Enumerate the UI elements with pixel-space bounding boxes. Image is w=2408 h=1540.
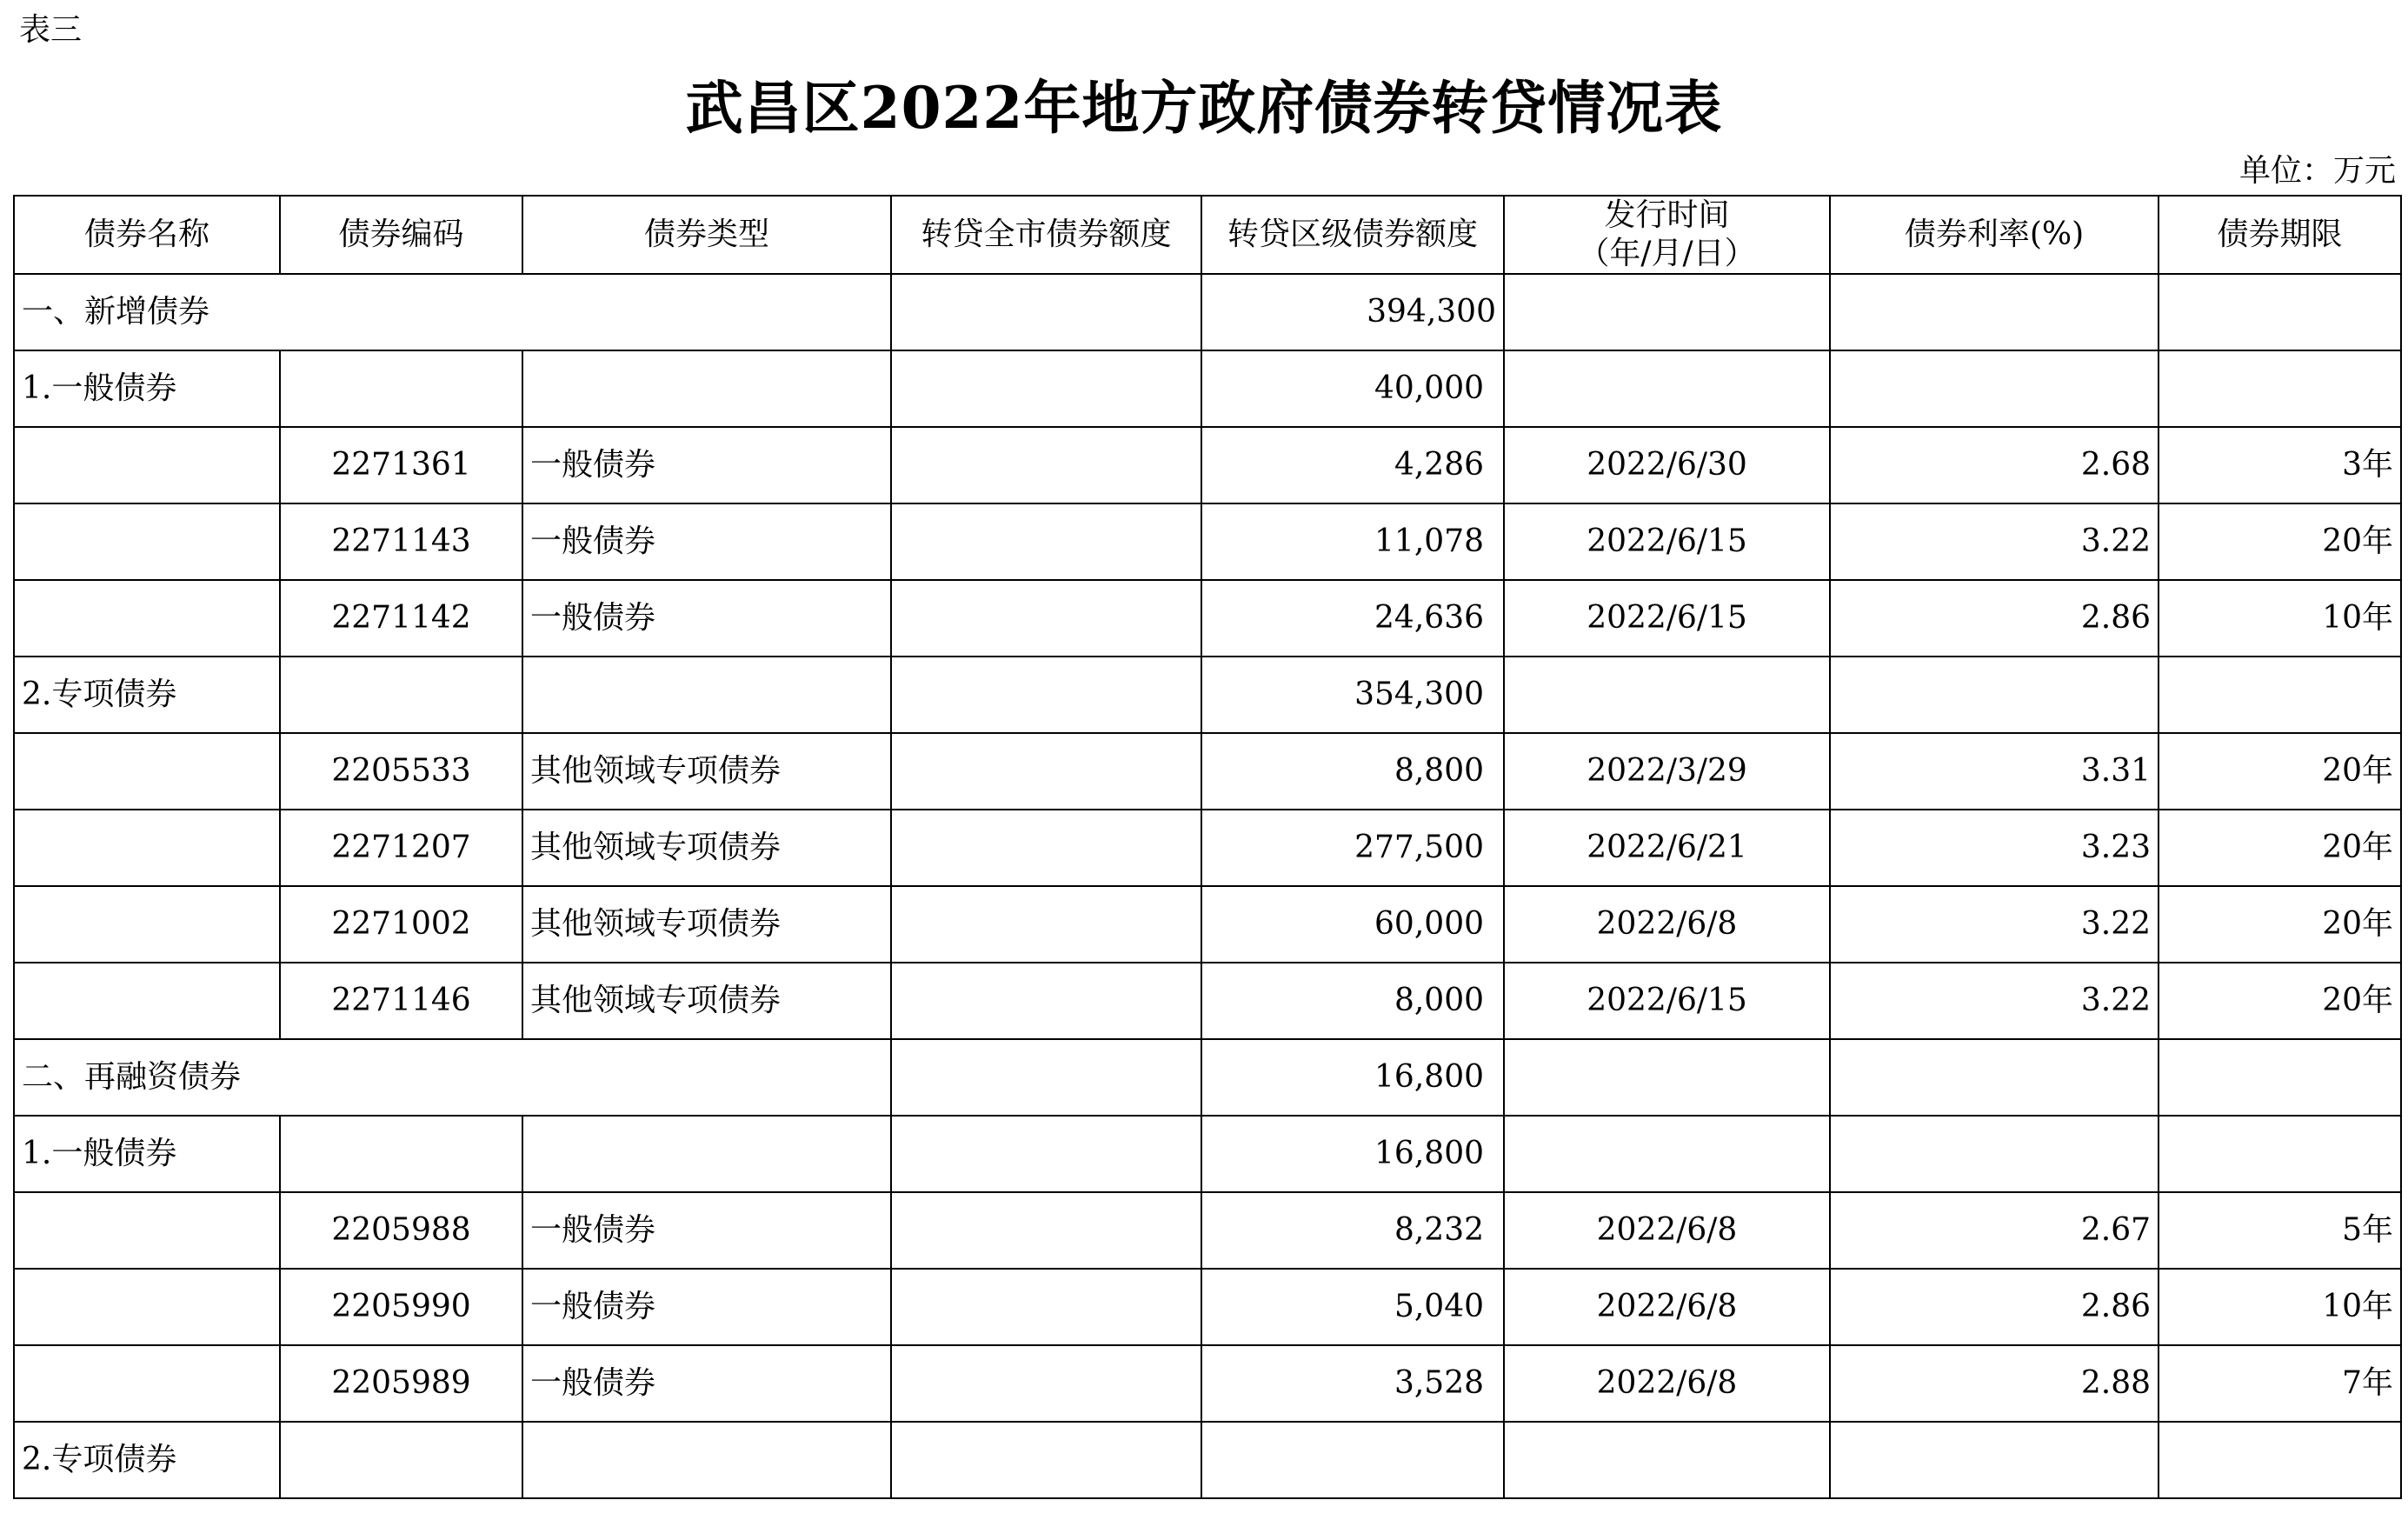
district-amount-cell: 277,500 <box>1201 810 1504 886</box>
empty-cell <box>1504 657 1830 733</box>
section-total: 16,800 <box>1201 1039 1504 1116</box>
table-row <box>14 1345 2401 1422</box>
bond-type-cell: 一般债券 <box>522 580 891 657</box>
empty-cell <box>522 350 891 427</box>
issue-date-cell: 2022/6/30 <box>1504 427 1830 503</box>
page-label: 表三 <box>19 12 83 48</box>
bond-type-cell: 其他领域专项债券 <box>522 733 891 810</box>
empty-name-cell <box>14 1345 280 1422</box>
city-amount-cell <box>891 1345 1201 1422</box>
section-label: 一、新增债券 <box>14 274 891 350</box>
empty-cell <box>2159 1116 2401 1192</box>
district-amount-cell: 60,000 <box>1201 886 1504 963</box>
district-amount-cell: 11,078 <box>1201 503 1504 580</box>
term-cell: 5年 <box>2159 1192 2401 1269</box>
city-amount-cell <box>891 1039 1201 1116</box>
empty-cell <box>891 657 1201 733</box>
rate-cell: 3.22 <box>1830 963 2159 1039</box>
empty-cell <box>891 350 1201 427</box>
bond-type-cell: 其他领域专项债券 <box>522 886 891 963</box>
empty-cell <box>2159 1039 2401 1116</box>
header-city-amount: 转贷全市债券额度 <box>891 196 1201 274</box>
rate-cell: 2.86 <box>1830 580 2159 657</box>
empty-name-cell <box>14 503 280 580</box>
bond-code-cell: 2271142 <box>280 580 522 657</box>
table-row <box>14 810 2401 886</box>
bond-code-cell: 2271002 <box>280 886 522 963</box>
empty-cell <box>280 1116 522 1192</box>
city-amount-cell <box>891 427 1201 503</box>
term-cell: 20年 <box>2159 810 2401 886</box>
district-amount-cell: 8,800 <box>1201 733 1504 810</box>
rate-cell: 3.23 <box>1830 810 2159 886</box>
bond-code-cell: 2205990 <box>280 1269 522 1345</box>
district-amount-cell: 8,232 <box>1201 1192 1504 1269</box>
subsection-row-new-special <box>14 657 2401 733</box>
empty-cell <box>2159 274 2401 350</box>
bond-code-cell: 2271361 <box>280 427 522 503</box>
subsection-total: 16,800 <box>1201 1116 1504 1192</box>
bond-table <box>13 195 2402 1499</box>
empty-name-cell <box>14 1269 280 1345</box>
empty-cell <box>280 350 522 427</box>
empty-name-cell <box>14 1192 280 1269</box>
header-bond-type: 债券类型 <box>522 196 891 274</box>
term-cell: 20年 <box>2159 963 2401 1039</box>
section-row-refi <box>14 1039 2401 1116</box>
subsection-row-refi-general <box>14 1116 2401 1192</box>
empty-cell <box>891 1116 1201 1192</box>
empty-name-cell <box>14 580 280 657</box>
city-amount-cell <box>891 733 1201 810</box>
rate-cell: 3.22 <box>1830 503 2159 580</box>
city-amount-cell <box>891 503 1201 580</box>
section-label: 二、再融资债券 <box>14 1039 891 1116</box>
table-row <box>14 427 2401 503</box>
rate-cell: 3.31 <box>1830 733 2159 810</box>
issue-date-cell: 2022/6/15 <box>1504 963 1830 1039</box>
bond-type-cell: 其他领域专项债券 <box>522 963 891 1039</box>
term-cell: 10年 <box>2159 580 2401 657</box>
bond-code-cell: 2271207 <box>280 810 522 886</box>
city-amount-cell <box>891 580 1201 657</box>
city-amount-cell <box>891 1192 1201 1269</box>
empty-cell <box>1504 1422 1830 1498</box>
empty-cell <box>1830 1116 2159 1192</box>
empty-cell <box>1504 1039 1830 1116</box>
table-row <box>14 580 2401 657</box>
term-cell: 20年 <box>2159 886 2401 963</box>
table-header-row <box>14 196 2401 274</box>
header-issue-date-line1: 发行时间 <box>1604 197 1730 233</box>
table-row <box>14 733 2401 810</box>
page-title: 武昌区2022年地方政府债券转贷情况表 <box>685 74 1723 142</box>
bond-type-cell: 一般债券 <box>522 503 891 580</box>
empty-cell <box>2159 657 2401 733</box>
table-body <box>14 274 2401 1498</box>
header-term: 债券期限 <box>2159 196 2401 274</box>
rate-cell: 2.86 <box>1830 1269 2159 1345</box>
header-issue-date-line2: （年/月/日） <box>1578 236 1756 271</box>
subsection-label: 2.专项债券 <box>14 657 280 733</box>
district-amount-cell: 3,528 <box>1201 1345 1504 1422</box>
bond-code-cell: 2205533 <box>280 733 522 810</box>
table-row <box>14 1192 2401 1269</box>
subsection-label: 2.专项债券 <box>14 1422 280 1498</box>
empty-cell <box>1504 1116 1830 1192</box>
empty-name-cell <box>14 427 280 503</box>
empty-cell <box>1830 657 2159 733</box>
empty-cell <box>1830 1039 2159 1116</box>
bond-type-cell: 其他领域专项债券 <box>522 810 891 886</box>
empty-cell <box>1504 274 1830 350</box>
empty-name-cell <box>14 810 280 886</box>
issue-date-cell: 2022/3/29 <box>1504 733 1830 810</box>
unit-label: 单位：万元 <box>2238 153 2396 189</box>
empty-cell <box>1830 274 2159 350</box>
empty-name-cell <box>14 963 280 1039</box>
term-cell: 3年 <box>2159 427 2401 503</box>
term-cell: 20年 <box>2159 733 2401 810</box>
empty-name-cell <box>14 886 280 963</box>
empty-cell <box>280 657 522 733</box>
empty-cell <box>1830 350 2159 427</box>
header-issue-date <box>1504 196 1830 274</box>
empty-cell <box>522 1422 891 1498</box>
subsection-total: 354,300 <box>1201 657 1504 733</box>
bond-type-cell: 一般债券 <box>522 1345 891 1422</box>
bond-type-cell: 一般债券 <box>522 1192 891 1269</box>
issue-date-cell: 2022/6/15 <box>1504 503 1830 580</box>
table-row <box>14 1269 2401 1345</box>
city-amount-cell <box>891 274 1201 350</box>
header-bond-code: 债券编码 <box>280 196 522 274</box>
city-amount-cell <box>891 886 1201 963</box>
bond-code-cell: 2271143 <box>280 503 522 580</box>
rate-cell: 3.22 <box>1830 886 2159 963</box>
empty-cell <box>2159 350 2401 427</box>
section-total: 394,300 <box>1201 274 1504 350</box>
rate-cell: 2.88 <box>1830 1345 2159 1422</box>
subsection-row-refi-special <box>14 1422 2401 1498</box>
empty-cell <box>1830 1422 2159 1498</box>
district-amount-cell: 24,636 <box>1201 580 1504 657</box>
header-rate: 债券利率(%) <box>1830 196 2159 274</box>
term-cell: 10年 <box>2159 1269 2401 1345</box>
bond-type-cell: 一般债券 <box>522 1269 891 1345</box>
empty-cell <box>891 1422 1201 1498</box>
district-amount-cell: 4,286 <box>1201 427 1504 503</box>
subsection-label: 1.一般债券 <box>14 350 280 427</box>
empty-cell <box>1504 350 1830 427</box>
issue-date-cell: 2022/6/8 <box>1504 1345 1830 1422</box>
empty-cell <box>280 1422 522 1498</box>
issue-date-cell: 2022/6/8 <box>1504 886 1830 963</box>
issue-date-cell: 2022/6/8 <box>1504 1192 1830 1269</box>
term-cell: 7年 <box>2159 1345 2401 1422</box>
empty-name-cell <box>14 733 280 810</box>
subsection-label: 1.一般债券 <box>14 1116 280 1192</box>
issue-date-cell: 2022/6/8 <box>1504 1269 1830 1345</box>
header-district-amount: 转贷区级债券额度 <box>1201 196 1504 274</box>
section-row-new <box>14 274 2401 350</box>
city-amount-cell <box>891 963 1201 1039</box>
rate-cell: 2.67 <box>1830 1192 2159 1269</box>
table-row <box>14 886 2401 963</box>
bond-code-cell: 2271146 <box>280 963 522 1039</box>
issue-date-cell: 2022/6/15 <box>1504 580 1830 657</box>
table-row <box>14 963 2401 1039</box>
empty-cell <box>2159 1422 2401 1498</box>
issue-date-cell: 2022/6/21 <box>1504 810 1830 886</box>
subsection-total <box>1201 1422 1504 1498</box>
empty-cell <box>522 657 891 733</box>
bond-code-cell: 2205988 <box>280 1192 522 1269</box>
bond-type-cell: 一般债券 <box>522 427 891 503</box>
header-bond-name: 债券名称 <box>14 196 280 274</box>
city-amount-cell <box>891 810 1201 886</box>
subsection-row-new-general <box>14 350 2401 427</box>
district-amount-cell: 8,000 <box>1201 963 1504 1039</box>
subsection-total: 40,000 <box>1201 350 1504 427</box>
bond-code-cell: 2205989 <box>280 1345 522 1422</box>
table-row <box>14 503 2401 580</box>
term-cell: 20年 <box>2159 503 2401 580</box>
rate-cell: 2.68 <box>1830 427 2159 503</box>
district-amount-cell: 5,040 <box>1201 1269 1504 1345</box>
empty-cell <box>522 1116 891 1192</box>
city-amount-cell <box>891 1269 1201 1345</box>
